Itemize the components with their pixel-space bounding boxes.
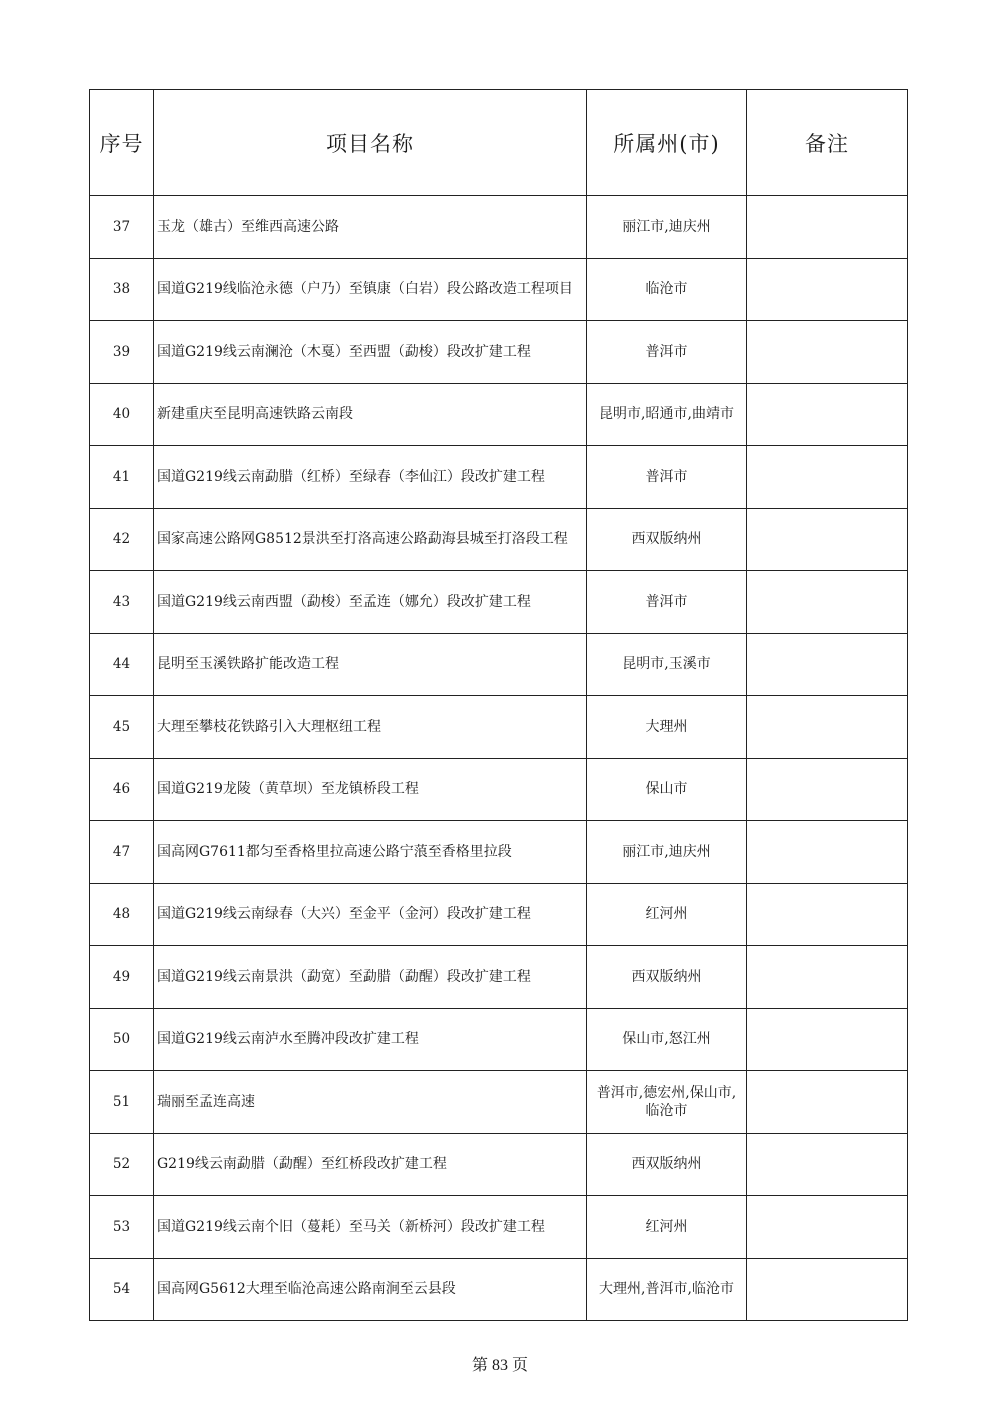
prefecture-cell: 西双版纳州 — [587, 508, 747, 571]
table-row — [90, 696, 908, 759]
row-number-cell: 49 — [90, 946, 154, 1009]
row-number-cell: 52 — [90, 1133, 154, 1196]
project-name-cell: 国道G219线云南澜沧（木戛）至西盟（勐梭）段改扩建工程 — [154, 321, 587, 384]
prefecture-cell: 大理州,普洱市,临沧市 — [587, 1258, 747, 1321]
prefecture-cell: 红河州 — [587, 883, 747, 946]
project-name-cell: 昆明至玉溪铁路扩能改造工程 — [154, 633, 587, 696]
project-name-cell: 国道G219线云南泸水至腾冲段改扩建工程 — [154, 1008, 587, 1071]
row-number-cell: 39 — [90, 321, 154, 384]
row-number-cell: 45 — [90, 696, 154, 759]
table-row — [90, 633, 908, 696]
remark-cell — [747, 696, 908, 759]
row-number-cell: 42 — [90, 508, 154, 571]
table-row — [90, 1071, 908, 1134]
table-row — [90, 321, 908, 384]
table-row — [90, 1008, 908, 1071]
prefecture-cell: 普洱市,德宏州,保山市,临沧市 — [587, 1071, 747, 1134]
row-number-cell: 48 — [90, 883, 154, 946]
prefecture-cell: 红河州 — [587, 1196, 747, 1259]
project-name-cell: 国道G219线云南西盟（勐梭）至孟连（娜允）段改扩建工程 — [154, 571, 587, 634]
project-name-cell: 国道G219线临沧永德（户乃）至镇康（白岩）段公路改造工程项目 — [154, 258, 587, 321]
row-number-cell: 38 — [90, 258, 154, 321]
remark-cell — [747, 446, 908, 509]
row-number-cell: 50 — [90, 1008, 154, 1071]
header-city: 所属州(市) — [587, 90, 747, 196]
remark-cell — [747, 633, 908, 696]
table-body — [90, 196, 908, 1321]
project-table — [89, 89, 908, 1321]
table-row — [90, 883, 908, 946]
header-name: 项目名称 — [154, 90, 587, 196]
table-row — [90, 1258, 908, 1321]
row-number-cell: 46 — [90, 758, 154, 821]
header-note: 备注 — [747, 90, 908, 196]
row-number-cell: 44 — [90, 633, 154, 696]
remark-cell — [747, 1008, 908, 1071]
table-row — [90, 383, 908, 446]
project-name-cell: 瑞丽至孟连高速 — [154, 1071, 587, 1134]
row-number-cell: 37 — [90, 196, 154, 259]
row-number-cell: 51 — [90, 1071, 154, 1134]
project-name-cell: 大理至攀枝花铁路引入大理枢纽工程 — [154, 696, 587, 759]
prefecture-cell: 大理州 — [587, 696, 747, 759]
remark-cell — [747, 883, 908, 946]
header-row — [90, 90, 908, 196]
remark-cell — [747, 196, 908, 259]
row-number-cell: 43 — [90, 571, 154, 634]
project-name-cell: 新建重庆至昆明高速铁路云南段 — [154, 383, 587, 446]
table-row — [90, 1133, 908, 1196]
row-number-cell: 41 — [90, 446, 154, 509]
prefecture-cell: 昆明市,玉溪市 — [587, 633, 747, 696]
remark-cell — [747, 1196, 908, 1259]
prefecture-cell: 普洱市 — [587, 321, 747, 384]
project-name-cell: 玉龙（雄古）至维西高速公路 — [154, 196, 587, 259]
project-name-cell: 国道G219线云南景洪（勐宽）至勐腊（勐醒）段改扩建工程 — [154, 946, 587, 1009]
table-row — [90, 258, 908, 321]
row-number-cell: 54 — [90, 1258, 154, 1321]
remark-cell — [747, 383, 908, 446]
remark-cell — [747, 946, 908, 1009]
prefecture-cell: 普洱市 — [587, 446, 747, 509]
page-number: 第 83 页 — [471, 1357, 528, 1374]
prefecture-cell: 昆明市,昭通市,曲靖市 — [587, 383, 747, 446]
project-name-cell: 国高网G7611都匀至香格里拉高速公路宁蒗至香格里拉段 — [154, 821, 587, 884]
table-row — [90, 196, 908, 259]
remark-cell — [747, 821, 908, 884]
table-row — [90, 1196, 908, 1259]
row-number-cell: 53 — [90, 1196, 154, 1259]
prefecture-cell: 保山市 — [587, 758, 747, 821]
table-row — [90, 946, 908, 1009]
remark-cell — [747, 258, 908, 321]
prefecture-cell: 丽江市,迪庆州 — [587, 821, 747, 884]
table-row — [90, 571, 908, 634]
project-name-cell: 国家高速公路网G8512景洪至打洛高速公路勐海县城至打洛段工程 — [154, 508, 587, 571]
remark-cell — [747, 1071, 908, 1134]
project-name-cell: 国道G219线云南勐腊（红桥）至绿春（李仙江）段改扩建工程 — [154, 446, 587, 509]
project-name-cell: 国道G219龙陵（黄草坝）至龙镇桥段工程 — [154, 758, 587, 821]
prefecture-cell: 普洱市 — [587, 571, 747, 634]
row-number-cell: 40 — [90, 383, 154, 446]
remark-cell — [747, 321, 908, 384]
header-no: 序号 — [90, 90, 154, 196]
prefecture-cell: 保山市,怒江州 — [587, 1008, 747, 1071]
table-row — [90, 758, 908, 821]
table-header — [90, 90, 908, 196]
remark-cell — [747, 758, 908, 821]
remark-cell — [747, 1258, 908, 1321]
remark-cell — [747, 508, 908, 571]
remark-cell — [747, 1133, 908, 1196]
prefecture-cell: 临沧市 — [587, 258, 747, 321]
row-number-cell: 47 — [90, 821, 154, 884]
prefecture-cell: 西双版纳州 — [587, 1133, 747, 1196]
table-row — [90, 508, 908, 571]
prefecture-cell: 丽江市,迪庆州 — [587, 196, 747, 259]
table-row — [90, 446, 908, 509]
project-name-cell: 国道G219线云南绿春（大兴）至金平（金河）段改扩建工程 — [154, 883, 587, 946]
project-name-cell: G219线云南勐腊（勐醒）至红桥段改扩建工程 — [154, 1133, 587, 1196]
prefecture-cell: 西双版纳州 — [587, 946, 747, 1009]
table-row — [90, 821, 908, 884]
project-name-cell: 国道G219线云南个旧（蔓耗）至马关（新桥河）段改扩建工程 — [154, 1196, 587, 1259]
project-name-cell: 国高网G5612大理至临沧高速公路南涧至云县段 — [154, 1258, 587, 1321]
remark-cell — [747, 571, 908, 634]
